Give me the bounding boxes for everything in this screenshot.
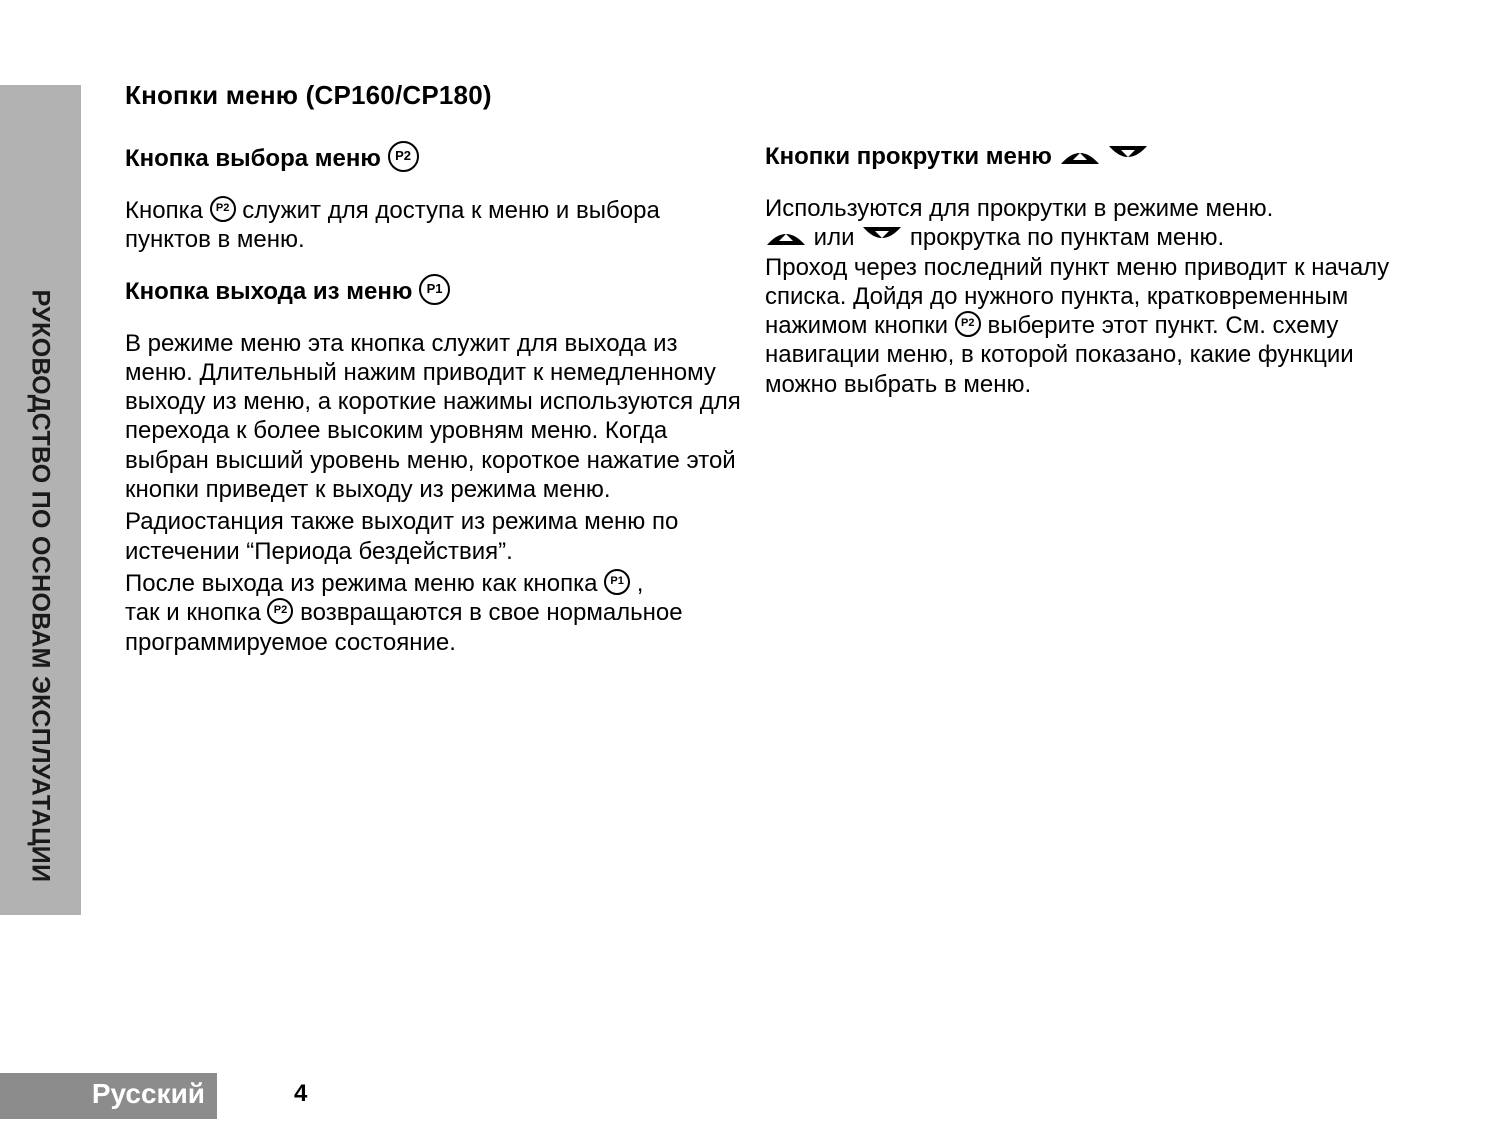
- exit-p3-b: ,: [636, 569, 644, 597]
- or-word: или: [813, 224, 855, 252]
- footer-language-tab: [0, 1073, 217, 1119]
- scroll-line-1: Используются для прокрутки в режиме меню.: [765, 195, 1274, 222]
- p1-button-icon: P1: [419, 274, 450, 305]
- scroll-buttons-heading: [765, 140, 1405, 174]
- select-menu-heading: [125, 142, 745, 176]
- exit-menu-paragraph-1: В режиме меню эта кнопка служит для выхода из меню. Длительный нажим приводит к немедленному выходу из меню, а короткие нажимы используются для перехода к более высоким уровням меню. Когда выбран высший уровень меню, короткое нажатие этой кнопки приведет к выходу из режима меню.: [125, 329, 741, 504]
- p2-button-icon: P2: [388, 141, 419, 172]
- exit-menu-paragraph-3: [125, 569, 745, 657]
- p2-button-icon: P2: [267, 598, 293, 624]
- up-arrow-icon: [1059, 144, 1101, 166]
- exit-p3-d: возвращаются в свое нормальное программируемое состояние.: [125, 599, 683, 656]
- exit-menu-heading: [125, 275, 745, 309]
- select-menu-heading-text: Кнопка выбора меню: [125, 145, 381, 172]
- side-tab: [0, 85, 81, 915]
- exit-menu-paragraph-2: Радиостанция также выходит из режима меню по истечении “Периода бездействия”.: [125, 508, 679, 565]
- p2-button-icon: P2: [210, 196, 236, 222]
- down-arrow-icon: [861, 225, 903, 247]
- side-tab-title: РУКОВОДСТВО ПО ОСНОВАМ ЭКСПЛУАТАЦИИ: [26, 289, 55, 883]
- p2-button-icon: P2: [955, 311, 981, 337]
- page-number: 4: [294, 1080, 308, 1107]
- select-p-before: Кнопка: [125, 197, 203, 224]
- down-arrow-icon: [1107, 144, 1149, 166]
- scroll-heading-text: Кнопки прокрутки меню: [765, 143, 1052, 170]
- up-arrow-icon: [765, 225, 807, 247]
- page-title: Кнопки меню (CP160/CP180): [125, 80, 492, 110]
- right-column: [765, 140, 1405, 399]
- scroll-line-2-rest: прокрутка по пунктам меню.: [909, 224, 1225, 252]
- exit-menu-heading-text: Кнопка выхода из меню: [125, 277, 413, 305]
- scroll-p-a: Проход через последний пункт меню приводит к началу списка. Дойдя до нужного пункта, кратковременным нажимом кнопки: [765, 253, 1390, 340]
- scroll-paragraph: [765, 194, 1405, 399]
- select-p-after: служит для доступа к меню и выбора пунктов в меню.: [125, 197, 660, 254]
- scroll-p-b: выберите этот пункт. См. схему навигации меню, в которой показано, какие функции можно выбрать в меню.: [765, 312, 1354, 398]
- exit-p3-a: После выхода из режима меню как кнопка: [125, 569, 598, 597]
- exit-p3-c: так и кнопка: [125, 599, 261, 627]
- select-menu-paragraph: [125, 196, 745, 255]
- p1-button-icon: P1: [604, 569, 630, 595]
- left-column: [125, 142, 745, 657]
- footer-language: Русский: [91, 1078, 205, 1109]
